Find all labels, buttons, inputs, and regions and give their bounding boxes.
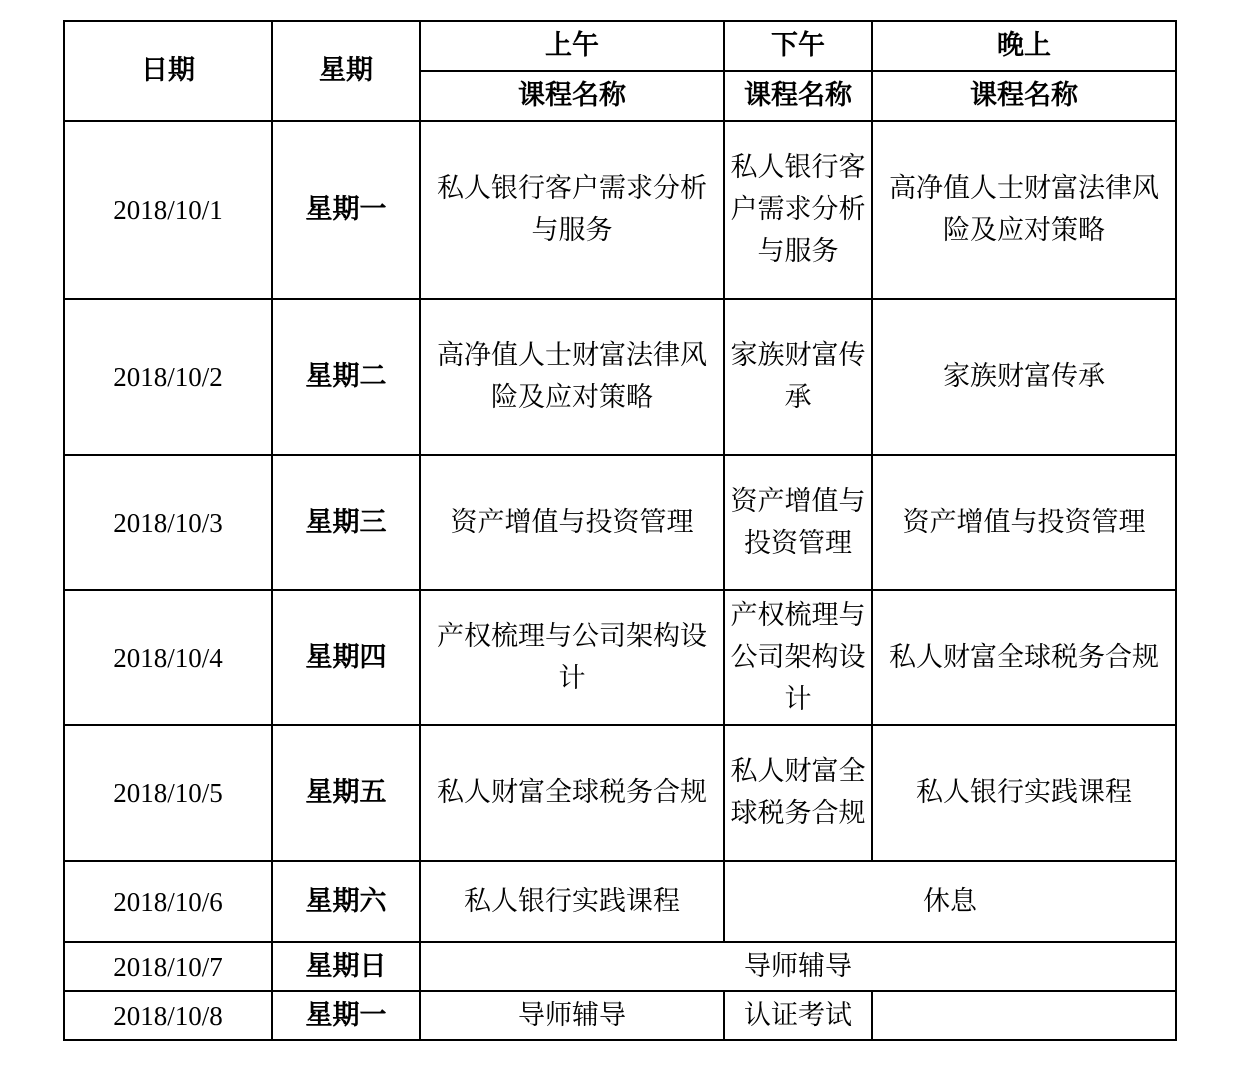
date-cell: 2018/10/8	[64, 991, 272, 1040]
evening-course-cell	[872, 991, 1176, 1040]
weekday-cell: 星期日	[272, 942, 420, 991]
all-day-cell: 导师辅导	[420, 942, 1176, 991]
afternoon-evening-cell: 休息	[724, 861, 1176, 942]
date-cell: 2018/10/7	[64, 942, 272, 991]
morning-course-cell: 资产增值与投资管理	[420, 455, 724, 590]
date-cell: 2018/10/5	[64, 725, 272, 861]
evening-course-cell: 私人财富全球税务合规	[872, 590, 1176, 725]
table-row	[64, 991, 1176, 1040]
afternoon-course-cell: 私人银行客户需求分析与服务	[724, 121, 872, 299]
morning-course-cell: 产权梳理与公司架构设计	[420, 590, 724, 725]
evening-course-cell: 家族财富传承	[872, 299, 1176, 455]
table-row	[64, 725, 1176, 861]
weekday-cell: 星期四	[272, 590, 420, 725]
date-cell: 2018/10/1	[64, 121, 272, 299]
morning-course-cell: 私人财富全球税务合规	[420, 725, 724, 861]
weekday-cell: 星期六	[272, 861, 420, 942]
afternoon-course-cell: 产权梳理与公司架构设计	[724, 590, 872, 725]
evening-course-cell: 高净值人士财富法律风险及应对策略	[872, 121, 1176, 299]
header-afternoon-course-name: 课程名称	[724, 71, 872, 121]
header-morning-course-name: 课程名称	[420, 71, 724, 121]
afternoon-course-cell: 私人财富全球税务合规	[724, 725, 872, 861]
weekday-cell: 星期五	[272, 725, 420, 861]
afternoon-course-cell: 认证考试	[724, 991, 872, 1040]
header-evening: 晚上	[872, 21, 1176, 71]
morning-course-cell: 导师辅导	[420, 991, 724, 1040]
header-afternoon: 下午	[724, 21, 872, 71]
table-row	[64, 121, 1176, 299]
weekday-cell: 星期一	[272, 121, 420, 299]
afternoon-course-cell: 家族财富传承	[724, 299, 872, 455]
date-cell: 2018/10/6	[64, 861, 272, 942]
header-date: 日期	[64, 21, 272, 121]
date-cell: 2018/10/2	[64, 299, 272, 455]
header-row-top	[64, 21, 1176, 71]
table-row	[64, 942, 1176, 991]
weekday-cell: 星期一	[272, 991, 420, 1040]
course-schedule-table	[63, 20, 1177, 1041]
date-cell: 2018/10/4	[64, 590, 272, 725]
header-morning: 上午	[420, 21, 724, 71]
morning-course-cell: 私人银行实践课程	[420, 861, 724, 942]
date-cell: 2018/10/3	[64, 455, 272, 590]
table-row	[64, 590, 1176, 725]
afternoon-course-cell: 资产增值与投资管理	[724, 455, 872, 590]
header-evening-course-name: 课程名称	[872, 71, 1176, 121]
header-weekday: 星期	[272, 21, 420, 121]
evening-course-cell: 私人银行实践课程	[872, 725, 1176, 861]
morning-course-cell: 私人银行客户需求分析与服务	[420, 121, 724, 299]
table-row	[64, 455, 1176, 590]
table-row	[64, 861, 1176, 942]
weekday-cell: 星期二	[272, 299, 420, 455]
morning-course-cell: 高净值人士财富法律风险及应对策略	[420, 299, 724, 455]
evening-course-cell: 资产增值与投资管理	[872, 455, 1176, 590]
table-row	[64, 299, 1176, 455]
weekday-cell: 星期三	[272, 455, 420, 590]
